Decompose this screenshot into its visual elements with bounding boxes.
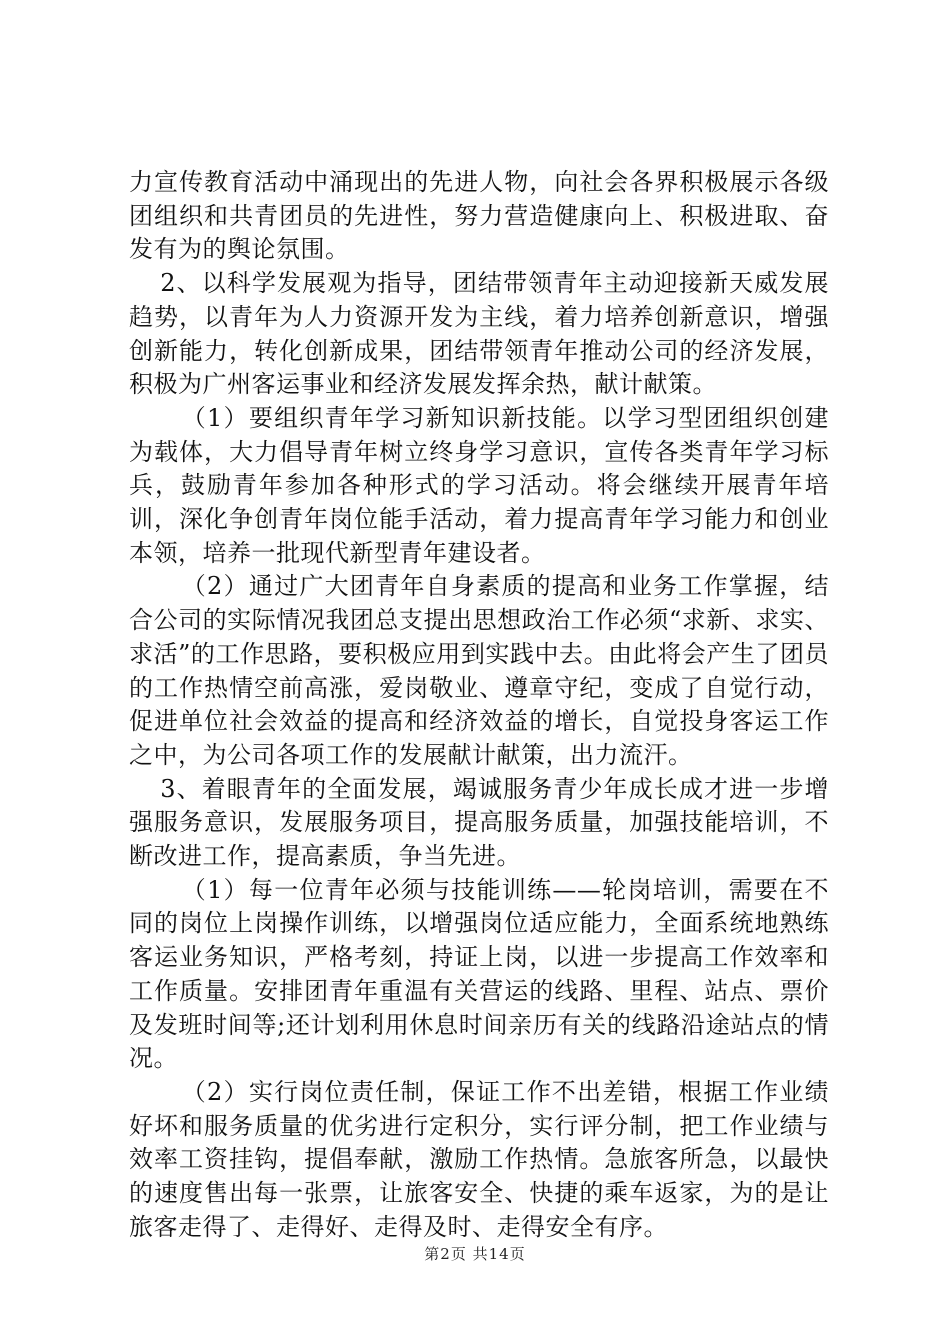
paragraph-section-2-item-1: （1）要组织青年学习新知识新技能。以学习型团组织创建为载体，大力倡导青年树立终身学习意识，宣传各类青年学习标兵，鼓励青年参加各种形式的学习活动。将会继续开展青年培训，深化争创青年岗位能手活动，着力提高青年学习能力和创业本领，培养一批现代新型青年建设者。 xyxy=(129,403,829,567)
paragraph-section-3-item-1: （1）每一位青年必须与技能训练——轮岗培训，需要在不同的岗位上岗操作训练，以增强岗位适应能力，全面系统地熟练客运业务知识，严格考刻，持证上岗，以进一步提高工作效率和工作质量。安排团青年重温有关营运的线路、里程、站点、票价及发班时间等;还计划利用休息时间亲历有关的线路沿途站点的情况。 xyxy=(129,875,829,1073)
document-body xyxy=(129,166,829,1245)
paragraph-continuation: 力宣传教育活动中涌现出的先进人物，向社会各界积极展示各级团组织和共青团员的先进性，努力营造健康向上、积极进取、奋发有为的舆论氛围。 xyxy=(129,168,829,264)
paragraph-section-3: 3、着眼青年的全面发展，竭诚服务青少年成长成才进一步增强服务意识，发展服务项目，提高服务质量，加强技能培训，不断改进工作，提高素质，争当先进。 xyxy=(129,774,829,871)
paragraph-section-2: 2、以科学发展观为指导，团结带领青年主动迎接新天威发展趋势，以青年为人力资源开发为主线，着力培养创新意识，增强创新能力，转化创新成果，团结带领青年推动公司的经济发展，积极为广州客运事业和经济发展发挥余热，献计献策。 xyxy=(129,269,829,399)
paragraph-section-2-item-2: （2）通过广大团青年自身素质的提高和业务工作掌握，结合公司的实际情况我团总支提出思想政治工作必须“求新、求实、求活”的工作思路，要积极应用到实践中去。由此将会产生了团员的工作热情空前高涨，爱岗敬业、遵章守纪，变成了自觉行动，促进单位社会效益的提高和经济效益的增长，自觉投身客运工作之中，为公司各项工作的发展献计献策，出力流汗。 xyxy=(129,572,829,769)
paragraph-section-3-item-2: （2）实行岗位责任制，保证工作不出差错，根据工作业绩好坏和服务质量的优劣进行定积分，实行评分制，把工作业绩与效率工资挂钩，提倡奉献，激励工作热情。急旅客所急，以最快的速度售出每一张票，让旅客安全、快捷的乘车返家，为的是让旅客走得了、走得好、走得及时、走得安全有序。 xyxy=(129,1077,829,1241)
page-number-footer: 第2页 共14页 xyxy=(424,1245,526,1263)
